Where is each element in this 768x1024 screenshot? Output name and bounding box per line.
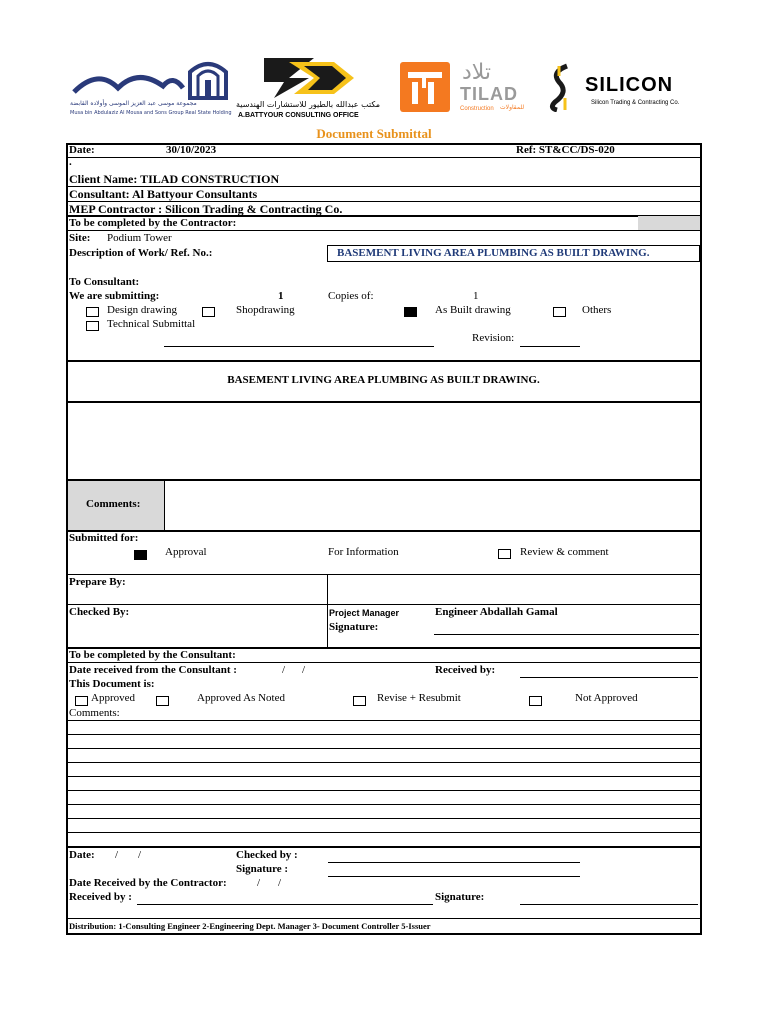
footer-date-slash-1: / xyxy=(115,849,119,861)
pm-name: Engineer Abdallah Gamal xyxy=(435,606,558,618)
technical-submittal-label: Technical Submittal xyxy=(107,318,196,330)
not-approved-checkbox[interactable] xyxy=(529,696,542,706)
revise-resubmit-checkbox[interactable] xyxy=(353,696,366,706)
ref-number: Ref: ST&CC/DS-020 xyxy=(516,144,615,156)
rule xyxy=(67,157,700,158)
tilad-arabic: تلاد xyxy=(462,60,492,85)
revision-label: Revision: xyxy=(472,332,515,344)
submitting-label: We are submitting: xyxy=(69,290,160,302)
contractor-date-slash-2: / xyxy=(278,877,282,889)
footer-date-label: Date: xyxy=(69,849,95,861)
rule xyxy=(67,832,700,833)
shopdrawing-checkbox[interactable] xyxy=(202,307,215,317)
rule xyxy=(67,720,700,721)
footer-date-slash-2: / xyxy=(138,849,142,861)
rule xyxy=(67,818,700,819)
technical-submittal-checkbox[interactable] xyxy=(86,321,99,331)
submitted-for-label: Submitted for: xyxy=(69,532,139,544)
rule xyxy=(67,401,700,403)
battyour-logo-graphic xyxy=(234,56,384,100)
silicon-icon xyxy=(545,62,581,112)
footer-checked-by-field[interactable] xyxy=(328,862,580,863)
rule xyxy=(67,574,700,575)
footer-checked-by-label: Checked by : xyxy=(236,849,298,861)
prepare-by-label: Prepare By: xyxy=(69,576,126,588)
tilad-logo xyxy=(400,60,535,116)
pm-signature-line[interactable] xyxy=(434,634,699,635)
footer-signature-label: Signature : xyxy=(236,863,289,875)
date-received-contractor-label: Date Received by the Contractor: xyxy=(69,877,227,889)
rule xyxy=(67,918,700,919)
mep-contractor: MEP Contractor : Silicon Trading & Contracting Co. xyxy=(69,202,343,216)
rule xyxy=(67,662,700,663)
footer-signature-field[interactable] xyxy=(328,876,580,877)
musa-logo xyxy=(68,58,232,122)
revise-resubmit-label: Revise + Resubmit xyxy=(377,692,461,704)
rule xyxy=(67,530,700,532)
rule xyxy=(67,734,700,735)
rule xyxy=(67,604,700,605)
as-built-checkbox[interactable] xyxy=(404,307,417,317)
client-name: Client Name: TILAD CONSTRUCTION xyxy=(69,172,280,186)
tilad-icon xyxy=(400,62,450,112)
dot: . xyxy=(69,156,72,168)
design-drawing-label: Design drawing xyxy=(107,304,177,316)
others-label: Others xyxy=(582,304,612,316)
approval-checkbox[interactable] xyxy=(134,550,147,560)
shopdrawing-label: Shopdrawing xyxy=(236,304,295,316)
musa-caption-en: Musa bin Abdulaziz Al Mousa and Sons Group Real State Holding xyxy=(70,110,232,116)
checked-by-label: Checked By: xyxy=(69,606,130,618)
document-title: BASEMENT LIVING AREA PLUMBING AS BUILT DRAWING. xyxy=(227,374,540,386)
revision-underline-left xyxy=(164,346,434,347)
date-slash-2: / xyxy=(302,664,306,676)
approved-as-noted-label: Approved As Noted xyxy=(197,692,285,704)
site-label: Site: xyxy=(69,232,91,244)
not-approved-label: Not Approved xyxy=(575,692,638,704)
silicon-logo xyxy=(545,62,695,122)
rule xyxy=(67,846,700,848)
review-comment-label: Review & comment xyxy=(520,546,609,558)
battyour-arabic: مكتب عبدالله بالطيور للاستشارات الهندسية xyxy=(236,100,381,109)
date-received-label: Date received from the Consultant : xyxy=(69,664,237,676)
design-drawing-checkbox[interactable] xyxy=(86,307,99,317)
submitting-value: 1 xyxy=(278,290,284,302)
description-value: BASEMENT LIVING AREA PLUMBING AS BUILT DRAWING. xyxy=(337,247,650,259)
battyour-logo xyxy=(234,56,384,124)
rule xyxy=(67,804,700,805)
footer-signature2-label: Signature: xyxy=(435,891,485,903)
project-manager-label: Project Manager xyxy=(329,608,400,618)
consultant-heading: To be completed by the Consultant: xyxy=(69,649,236,661)
consultant-comments-label: Comments: xyxy=(69,707,120,719)
comments-label: Comments: xyxy=(86,498,141,510)
site-value: Podium Tower xyxy=(107,232,172,244)
frame-right xyxy=(700,143,702,935)
battyour-english: A.BATTYOUR CONSULTING OFFICE xyxy=(238,112,359,119)
description-label: Description of Work/ Ref. No.: xyxy=(69,247,213,259)
rule xyxy=(67,748,700,749)
comments-field[interactable] xyxy=(166,482,698,528)
approval-label: Approval xyxy=(165,546,207,558)
approved-as-noted-checkbox[interactable] xyxy=(156,696,169,706)
rule xyxy=(67,762,700,763)
received-by-label: Received by: xyxy=(435,664,496,676)
to-consultant: To Consultant: xyxy=(69,276,140,288)
footer-signature2-field[interactable] xyxy=(520,904,698,905)
footer-received-by-field[interactable] xyxy=(137,904,433,905)
silicon-name: SILICON xyxy=(585,74,674,96)
for-information-label: For Information xyxy=(328,546,399,558)
review-comment-checkbox[interactable] xyxy=(498,549,511,559)
frame-bottom xyxy=(66,933,702,935)
page-title: Document Submittal xyxy=(316,126,432,141)
rule xyxy=(67,360,700,362)
revision-field[interactable] xyxy=(520,346,580,347)
date-slash-1: / xyxy=(282,664,286,676)
tilad-sub-en: Construction xyxy=(460,106,494,112)
this-document-label: This Document is: xyxy=(69,678,155,690)
as-built-label: As Built drawing xyxy=(435,304,511,316)
others-checkbox[interactable] xyxy=(553,307,566,317)
contractor-date-slash-1: / xyxy=(257,877,261,889)
pm-signature-label: Signature: xyxy=(329,621,379,633)
footer-received-by-label: Received by : xyxy=(69,891,132,903)
tilad-english: TILAD xyxy=(460,84,518,104)
rule xyxy=(67,790,700,791)
copies-label: Copies of: xyxy=(328,290,374,302)
distribution-line: Distribution: 1-Consulting Engineer 2-Engineering Dept. Manager 3- Document Controller 5-Issuer xyxy=(69,921,431,931)
silicon-sub: Silicon Trading & Contracting Co. xyxy=(591,100,680,106)
copies-value: 1 xyxy=(473,290,479,302)
date-value: 30/10/2023 xyxy=(166,144,217,156)
rule xyxy=(67,230,700,231)
musa-caption-ar: مجموعة موسى عبد العزيز الموسى وأولاده القابضة xyxy=(70,100,197,107)
tilad-sub-ar: للمقاولات xyxy=(500,104,525,111)
date-label: Date: xyxy=(69,144,95,156)
received-by-field[interactable] xyxy=(520,677,698,678)
rule xyxy=(164,480,165,530)
gray-cell xyxy=(638,216,700,230)
contractor-heading: To be completed by the Contractor: xyxy=(69,217,237,229)
approved-checkbox[interactable] xyxy=(75,696,88,706)
consultant-name: Consultant: Al Battyour Consultants xyxy=(69,187,258,201)
approved-label: Approved xyxy=(91,692,135,704)
rule xyxy=(327,575,328,647)
rule xyxy=(67,776,700,777)
frame-left xyxy=(66,143,68,935)
